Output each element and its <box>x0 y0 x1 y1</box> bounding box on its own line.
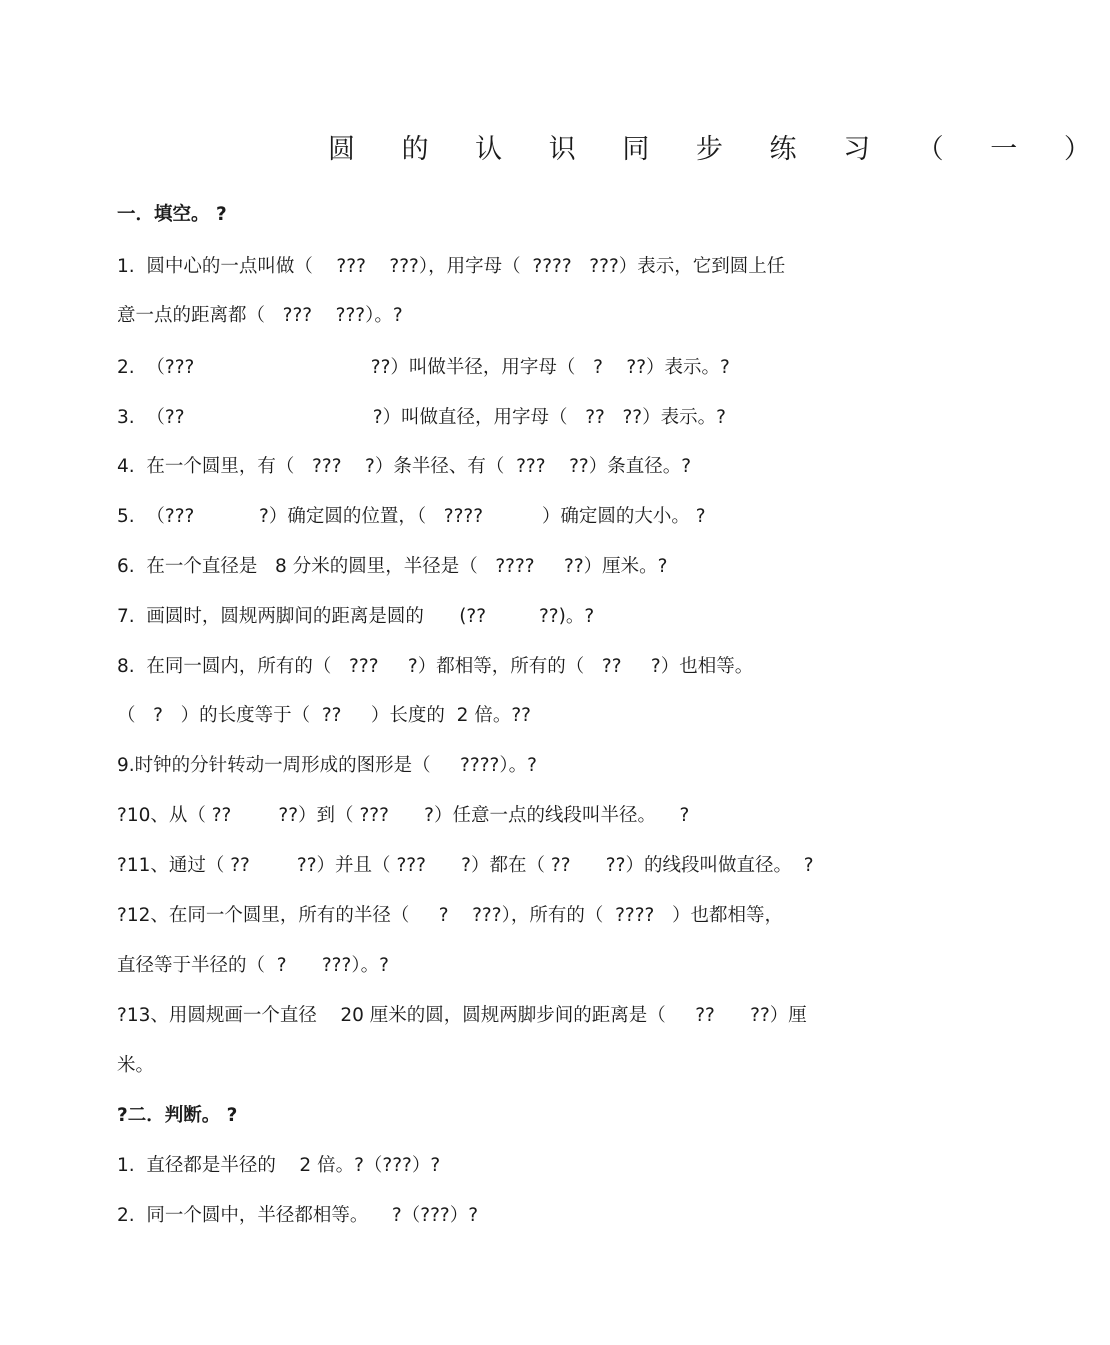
section-fill-blank-heading: 一．填空。 ? <box>117 204 227 225</box>
question-8-line-2: （ ? ）的长度等于（ ?? ）长度的 2 倍。?? <box>117 705 531 726</box>
question-10: ?10、从（ ?? ??）到（ ??? ?）任意一点的线段叫半径。 ? <box>117 805 690 826</box>
section-judge-heading: ?二．判断。 ? <box>117 1105 238 1126</box>
question-1-line-1: 1. 圆中心的一点叫做（ ??? ???），用字母（ ???? ???）表示，它到圆上任 <box>117 256 786 277</box>
worksheet-title: 圆 的 认 识 同 步 练 习 （ 一 ） <box>328 134 1110 165</box>
question-2: 2. （??? ??）叫做半径，用字母（ ? ??）表示。? <box>117 357 730 378</box>
question-12-line-1: ?12、在同一个圆里，所有的半径（ ? ???），所有的（ ???? ）也都相等， <box>117 905 783 926</box>
question-3: 3. （?? ?）叫做直径，用字母（ ?? ??）表示。? <box>117 407 726 428</box>
judge-question-2: 2. 同一个圆中，半径都相等。 ?（???）? <box>117 1205 479 1226</box>
question-9: 9.时钟的分针转动一周形成的图形是（ ????）。? <box>117 755 537 776</box>
question-5: 5. （??? ?）确定圆的位置，（ ???? ）确定圆的大小。 ? <box>117 506 706 527</box>
question-12-line-2: 直径等于半径的（ ? ???）。? <box>117 955 389 976</box>
question-11: ?11、通过（ ?? ??）并且（ ??? ?）都在（ ?? ??）的线段叫做直径。 ? <box>117 855 814 876</box>
question-6: 6. 在一个直径是 8 分米的圆里，半径是（ ???? ??）厘米。? <box>117 556 668 577</box>
question-7: 7. 画圆时，圆规两脚间的距离是圆的 (?? ??)。? <box>117 606 595 627</box>
question-4: 4. 在一个圆里，有（ ??? ?）条半径、有（ ??? ??）条直径。? <box>117 456 692 477</box>
question-8-line-1: 8. 在同一圆内，所有的（ ??? ?）都相等，所有的（ ?? ?）也相等。 <box>117 656 754 677</box>
question-13-line-1: ?13、用圆规画一个直径 20 厘米的圆，圆规两脚步间的距离是（ ?? ??）厘 <box>117 1005 807 1026</box>
question-13-line-2: 米。 <box>117 1055 155 1076</box>
question-1-line-2: 意一点的距离都（ ??? ???）。? <box>117 305 403 326</box>
judge-question-1: 1. 直径都是半径的 2 倍。?（???）? <box>117 1155 441 1176</box>
